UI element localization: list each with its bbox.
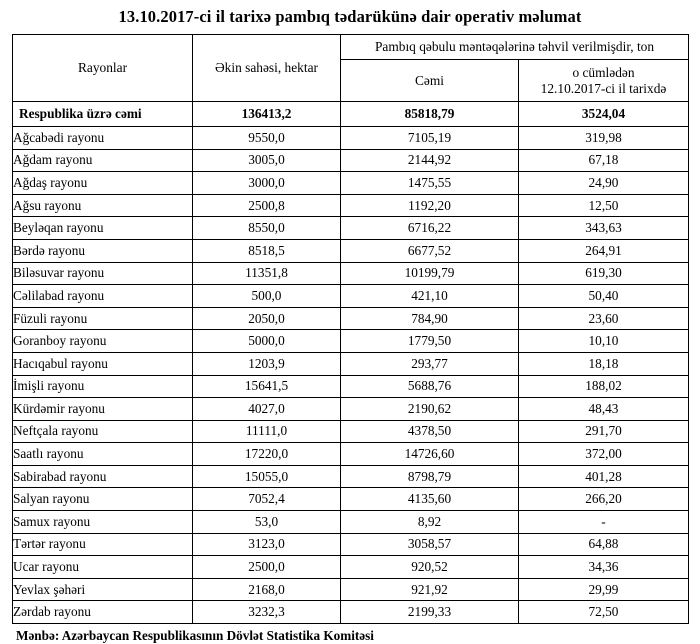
- table-row: [13, 194, 689, 217]
- row-name: Cəlilabad rayonu: [13, 285, 193, 308]
- row-area: 7052,4: [193, 488, 341, 511]
- row-area: 8550,0: [193, 217, 341, 240]
- row-area: 17220,0: [193, 443, 341, 466]
- row-name: Hacıqabul rayonu: [13, 352, 193, 375]
- row-area: 500,0: [193, 285, 341, 308]
- row-area: 3000,0: [193, 172, 341, 195]
- row-total: 8798,79: [341, 465, 519, 488]
- row-name: Sabirabad rayonu: [13, 465, 193, 488]
- row-name: İmişli rayonu: [13, 375, 193, 398]
- row-name: Ağcabədi rayonu: [13, 126, 193, 149]
- row-total: 1192,20: [341, 194, 519, 217]
- row-area: 4027,0: [193, 398, 341, 421]
- table-row: [13, 217, 689, 240]
- page-title: 13.10.2017-ci il tarixə pambıq tədarükünə dair operativ məlumat: [118, 7, 582, 26]
- row-total: 4378,50: [341, 420, 519, 443]
- row-date: 24,90: [519, 172, 689, 195]
- row-date: 12,50: [519, 194, 689, 217]
- row-area: 5000,0: [193, 330, 341, 353]
- table-row: [13, 262, 689, 285]
- table-row: [13, 126, 689, 149]
- table-row: [13, 149, 689, 172]
- row-date: 188,02: [519, 375, 689, 398]
- table-body: [13, 101, 689, 623]
- row-area: 3123,0: [193, 533, 341, 556]
- row-date: 619,30: [519, 262, 689, 285]
- row-total: 920,52: [341, 556, 519, 579]
- table-row: [13, 578, 689, 601]
- table-row: [13, 375, 689, 398]
- row-date: 343,63: [519, 217, 689, 240]
- row-name: Goranboy rayonu: [13, 330, 193, 353]
- row-name: Kürdəmir rayonu: [13, 398, 193, 421]
- row-name: Bərdə rayonu: [13, 239, 193, 262]
- row-name: Samux rayonu: [13, 511, 193, 534]
- table-row: [13, 285, 689, 308]
- row-name: Biləsuvar rayonu: [13, 262, 193, 285]
- table-row: [13, 601, 689, 624]
- table-row: [13, 533, 689, 556]
- row-total: 921,92: [341, 578, 519, 601]
- row-date: 29,99: [519, 578, 689, 601]
- row-total: 2199,33: [341, 601, 519, 624]
- row-area: 3005,0: [193, 149, 341, 172]
- table-row-total: [13, 101, 689, 126]
- column-header-ekin-sahesi: Əkin sahəsi, hektar: [193, 34, 341, 101]
- column-header-o-cumleden: [519, 60, 689, 102]
- row-area: 11351,8: [193, 262, 341, 285]
- row-date: 372,00: [519, 443, 689, 466]
- row-total: 8,92: [341, 511, 519, 534]
- table-row: [13, 465, 689, 488]
- row-name: Yevlax şəhəri: [13, 578, 193, 601]
- row-date: 264,91: [519, 239, 689, 262]
- row-date: 291,70: [519, 420, 689, 443]
- table-row: [13, 420, 689, 443]
- row-area: 15641,5: [193, 375, 341, 398]
- row-date: 401,28: [519, 465, 689, 488]
- row-total: 784,90: [341, 307, 519, 330]
- row-date: 48,43: [519, 398, 689, 421]
- row-area: 11111,0: [193, 420, 341, 443]
- row-date: 18,18: [519, 352, 689, 375]
- row-name: Ağdaş rayonu: [13, 172, 193, 195]
- row-name: Ucar rayonu: [13, 556, 193, 579]
- row-name: Salyan rayonu: [13, 488, 193, 511]
- row-area: 53,0: [193, 511, 341, 534]
- total-row-name: Respublika üzrə cəmi: [13, 101, 193, 126]
- total-row-area: 136413,2: [193, 101, 341, 126]
- row-date: 266,20: [519, 488, 689, 511]
- table-row: [13, 511, 689, 534]
- total-row-total: 85818,79: [341, 101, 519, 126]
- table-row: [13, 172, 689, 195]
- table-row: [13, 307, 689, 330]
- row-total: 10199,79: [341, 262, 519, 285]
- column-header-rayonlar: Rayonlar: [13, 34, 193, 101]
- table-row: [13, 239, 689, 262]
- row-total: 6716,22: [341, 217, 519, 240]
- row-name: Neftçala rayonu: [13, 420, 193, 443]
- row-area: 2500,0: [193, 556, 341, 579]
- row-area: 1203,9: [193, 352, 341, 375]
- row-area: 2168,0: [193, 578, 341, 601]
- row-total: 2144,92: [341, 149, 519, 172]
- row-date: 50,40: [519, 285, 689, 308]
- table-row: [13, 556, 689, 579]
- row-area: 8518,5: [193, 239, 341, 262]
- total-row-date: 3524,04: [519, 101, 689, 126]
- row-total: 6677,52: [341, 239, 519, 262]
- row-date: 23,60: [519, 307, 689, 330]
- row-name: Ağsu rayonu: [13, 194, 193, 217]
- row-total: 14726,60: [341, 443, 519, 466]
- row-date: -: [519, 511, 689, 534]
- row-total: 293,77: [341, 352, 519, 375]
- row-area: 2050,0: [193, 307, 341, 330]
- column-header-cemi: Cəmi: [341, 60, 519, 102]
- column-header-group: Pambıq qəbulu məntəqələrinə təhvil verilmişdir, ton: [341, 34, 689, 59]
- table-row: [13, 352, 689, 375]
- row-total: 2190,62: [341, 398, 519, 421]
- cotton-supply-table: [12, 34, 689, 624]
- table-row: [13, 330, 689, 353]
- table-header: [13, 34, 689, 101]
- row-date: 10,10: [519, 330, 689, 353]
- row-date: 34,36: [519, 556, 689, 579]
- row-total: 421,10: [341, 285, 519, 308]
- row-name: Beyləqan rayonu: [13, 217, 193, 240]
- row-total: 1475,55: [341, 172, 519, 195]
- row-area: 2500,8: [193, 194, 341, 217]
- row-total: 3058,57: [341, 533, 519, 556]
- row-date: 319,98: [519, 126, 689, 149]
- row-total: 7105,19: [341, 126, 519, 149]
- row-name: Zərdab rayonu: [13, 601, 193, 624]
- table-row: [13, 443, 689, 466]
- source-note: Mənbə: Azərbaycan Respublikasının Dövlət Statistika Komitəsi: [16, 628, 374, 644]
- column-header-o-cumleden-line2: 12.10.2017-ci il tarixdə: [540, 80, 667, 96]
- table-row: [13, 398, 689, 421]
- row-total: 1779,50: [341, 330, 519, 353]
- row-name: Tərtər rayonu: [13, 533, 193, 556]
- row-total: 5688,76: [341, 375, 519, 398]
- row-area: 15055,0: [193, 465, 341, 488]
- row-total: 4135,60: [341, 488, 519, 511]
- row-area: 9550,0: [193, 126, 341, 149]
- table-row: [13, 488, 689, 511]
- row-name: Saatlı rayonu: [13, 443, 193, 466]
- row-date: 64,88: [519, 533, 689, 556]
- row-area: 3232,3: [193, 601, 341, 624]
- column-header-o-cumleden-line1: o cümlədən: [572, 64, 635, 80]
- row-name: Füzuli rayonu: [13, 307, 193, 330]
- row-name: Ağdam rayonu: [13, 149, 193, 172]
- row-date: 67,18: [519, 149, 689, 172]
- row-date: 72,50: [519, 601, 689, 624]
